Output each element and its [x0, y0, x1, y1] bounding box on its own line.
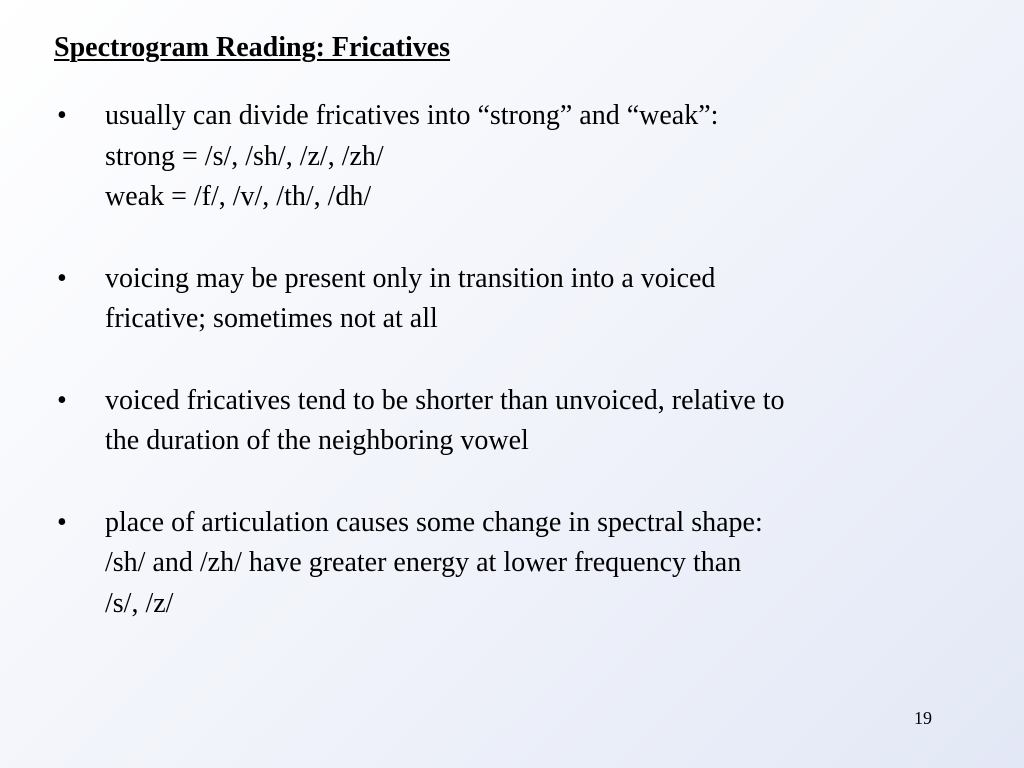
bullet-line: weak = /f/, /v/, /th/, /dh/	[105, 181, 372, 212]
bullet-line: /sh/ and /zh/ have greater energy at lower frequency than	[105, 547, 742, 578]
slide-title: Spectrogram Reading: Fricatives	[54, 32, 451, 63]
bullet-marker: •	[57, 262, 67, 294]
bullet-marker: •	[57, 384, 67, 416]
bullet-line: voiced fricatives tend to be shorter than unvoiced, relative to	[105, 384, 785, 416]
bullet-item-duration	[54, 381, 954, 462]
bullet-line: /s/, /z/	[105, 587, 174, 619]
bullet-marker: •	[57, 506, 67, 538]
bullet-item-voicing	[54, 259, 954, 340]
bullet-list	[54, 96, 954, 624]
bullet-line: usually can divide fricatives into “strong” and “weak”:	[105, 100, 719, 131]
page-number: 19	[914, 708, 932, 728]
bullet-line: fricative; sometimes not at all	[105, 303, 438, 334]
bullet-line: the duration of the neighboring vowel	[105, 425, 529, 456]
bullet-item-place-of-articulation	[54, 503, 954, 625]
bullet-line: voicing may be present only in transition into a voiced	[105, 262, 716, 294]
bullet-line: place of articulation causes some change in spectral shape:	[105, 506, 763, 538]
bullet-marker: •	[57, 100, 67, 131]
bullet-item-fricative-strength	[54, 96, 954, 218]
bullet-line: strong = /s/, /sh/, /z/, /zh/	[105, 140, 384, 172]
